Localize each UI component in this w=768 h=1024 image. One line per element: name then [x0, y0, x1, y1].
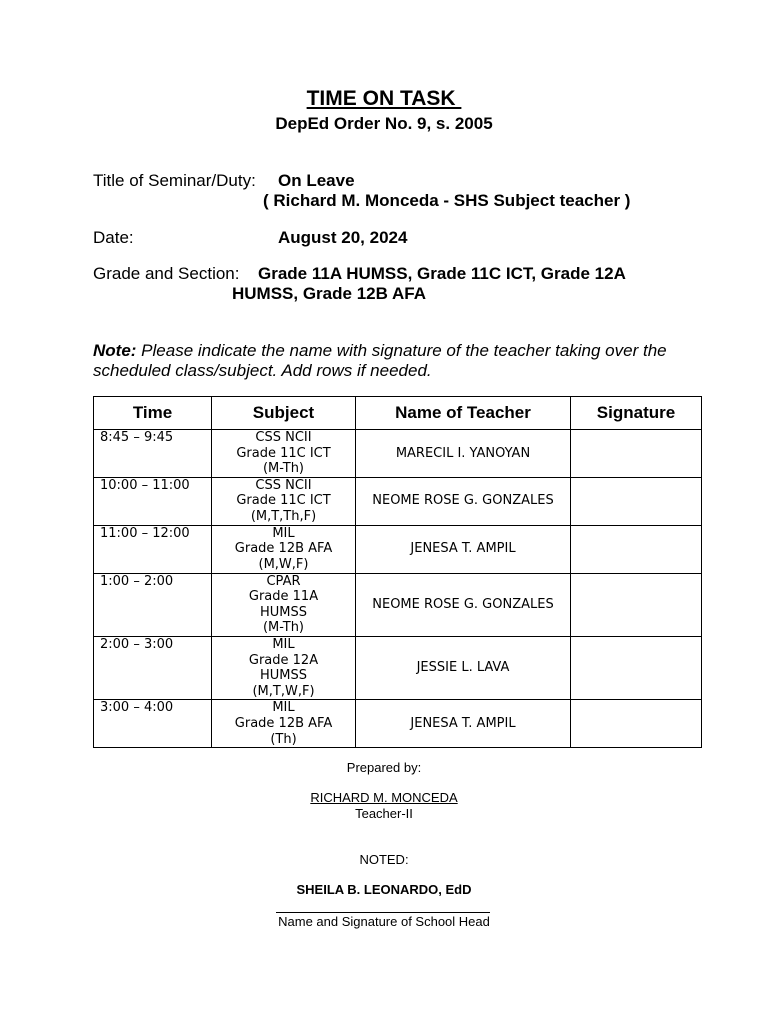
- header-subject: Subject: [212, 397, 356, 430]
- date-value: August 20, 2024: [278, 228, 408, 247]
- subject-line: Grade 12A: [248, 652, 319, 668]
- signature-cell[interactable]: [571, 477, 702, 525]
- date-label: Date:: [93, 228, 134, 247]
- time-cell: 8:45 – 9:45: [94, 430, 212, 478]
- subject-line: CSS NCII: [255, 430, 312, 445]
- table-row: [94, 573, 702, 636]
- signature-cell[interactable]: [571, 525, 702, 573]
- subject-line: CSS NCII: [255, 477, 312, 493]
- teacher-cell: JENESA T. AMPIL: [356, 700, 571, 748]
- subject-line: Grade 11A: [248, 589, 319, 605]
- school-head-name: SHEILA B. LEONARDO, EdD: [296, 882, 472, 897]
- document-title: TIME ON TASK: [306, 87, 462, 110]
- subject-cell: [212, 573, 356, 636]
- subject-line: MIL: [272, 700, 295, 716]
- table-row: [94, 477, 702, 525]
- prepared-by-name-text: RICHARD M. MONCEDA: [310, 790, 458, 805]
- seminar-detail: ( Richard M. Monceda - SHS Subject teacher ): [263, 191, 631, 210]
- subject-line: (M-Th): [262, 461, 305, 477]
- time-cell: 10:00 – 11:00: [94, 477, 212, 525]
- teacher-cell: JENESA T. AMPIL: [356, 525, 571, 573]
- note-text: Please indicate the name with signature of the teacher taking over the scheduled class/subject. Add rows if needed.: [93, 341, 667, 380]
- section-value-line2: HUMSS, Grade 12B AFA: [232, 284, 426, 303]
- teacher-cell: NEOME ROSE G. GONZALES: [356, 573, 571, 636]
- prepared-by-position: Teacher-II: [355, 806, 413, 821]
- document-subtitle: DepEd Order No. 9, s. 2005: [275, 114, 493, 133]
- note-label: Note:: [93, 341, 137, 360]
- time-cell: 11:00 – 12:00: [94, 525, 212, 573]
- subject-cell: [212, 700, 356, 748]
- subject-line: (M,W,F): [258, 556, 309, 572]
- subject-line: Grade 11C ICT: [236, 445, 331, 461]
- subject-line: HUMSS: [259, 604, 307, 620]
- signature-cell[interactable]: [571, 573, 702, 636]
- header-time: Time: [94, 397, 212, 430]
- table-row: [94, 700, 702, 748]
- subject-cell: [212, 430, 356, 478]
- header-signature: Signature: [571, 397, 702, 430]
- subject-cell: [212, 636, 356, 699]
- subject-line: Grade 12B AFA: [234, 715, 333, 731]
- section-value-line1: Grade 11A HUMSS, Grade 11C ICT, Grade 12A: [258, 264, 626, 283]
- teacher-cell: JESSIE L. LAVA: [356, 636, 571, 699]
- subject-line: (M-Th): [262, 620, 305, 636]
- teacher-cell: MARECIL I. YANOYAN: [356, 430, 571, 478]
- subject-line: Grade 11C ICT: [236, 493, 331, 509]
- prepared-by-label: Prepared by:: [346, 760, 422, 775]
- subject-line: (M,T,W,F): [252, 683, 315, 699]
- noted-label: NOTED:: [359, 852, 409, 867]
- subject-cell: [212, 525, 356, 573]
- header-teacher: Name of Teacher: [356, 397, 571, 430]
- school-head-caption: Name and Signature of School Head: [278, 914, 490, 929]
- seminar-value: On Leave: [278, 171, 355, 190]
- subject-line: MIL: [272, 525, 295, 541]
- table-row: [94, 430, 702, 478]
- table-header-row: [94, 397, 702, 430]
- subject-line: CPAR: [266, 573, 301, 589]
- time-on-task-table: [93, 396, 702, 748]
- time-cell: 3:00 – 4:00: [94, 700, 212, 748]
- table-row: [94, 636, 702, 699]
- time-cell: 1:00 – 2:00: [94, 573, 212, 636]
- subject-cell: [212, 477, 356, 525]
- subject-line: HUMSS: [259, 668, 307, 684]
- signature-cell[interactable]: [571, 430, 702, 478]
- teacher-cell: NEOME ROSE G. GONZALES: [356, 477, 571, 525]
- prepared-by-name: [0, 790, 768, 805]
- table-row: [94, 525, 702, 573]
- subject-line: (Th): [270, 731, 297, 747]
- section-label: Grade and Section:: [93, 264, 240, 283]
- subject-line: MIL: [272, 636, 295, 652]
- subject-line: Grade 12B AFA: [234, 541, 333, 557]
- time-cell: 2:00 – 3:00: [94, 636, 212, 699]
- signature-cell[interactable]: [571, 700, 702, 748]
- subject-line: (M,T,Th,F): [250, 508, 317, 524]
- signature-cell[interactable]: [571, 636, 702, 699]
- signature-line: [276, 912, 490, 913]
- note-paragraph: [93, 341, 713, 381]
- seminar-label: Title of Seminar/Duty:: [93, 171, 256, 190]
